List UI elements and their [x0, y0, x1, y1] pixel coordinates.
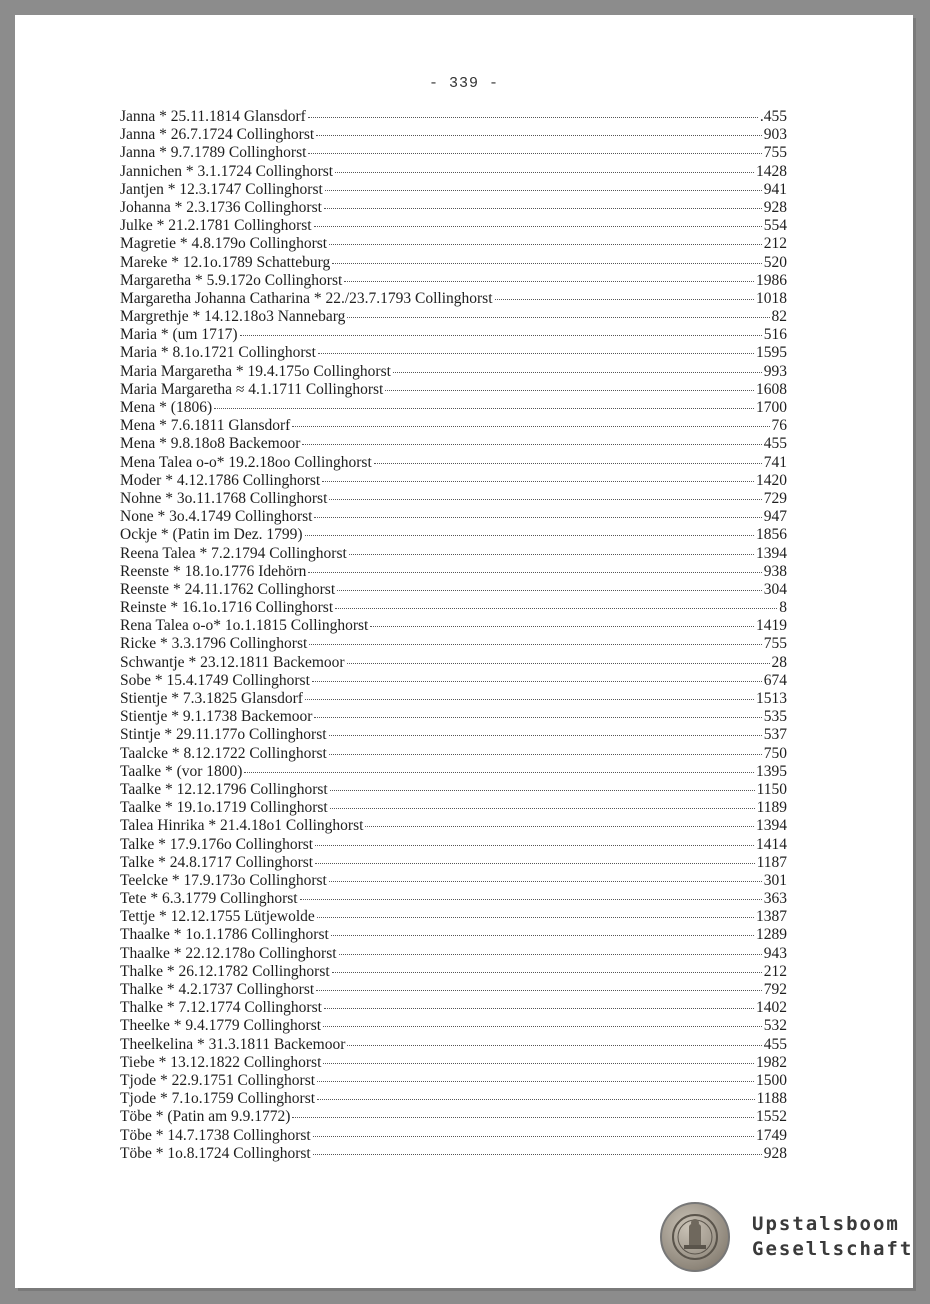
entry-page: 304 — [763, 580, 787, 598]
entry-page: 1414 — [756, 835, 787, 853]
entry-page: 1289 — [756, 926, 787, 944]
entry-name: Tjode * 22.9.1751 Collinghorst — [120, 1071, 316, 1089]
entry-name: Maria Margaretha * 19.4.175o Collinghorst — [120, 362, 391, 380]
index-entry — [120, 999, 787, 1017]
entry-name: Schwantje * 23.12.1811 Backemoor — [120, 653, 345, 671]
index-entry — [120, 799, 787, 817]
index-entry — [120, 1108, 787, 1126]
entry-page: 1018 — [756, 289, 787, 307]
entry-page: 928 — [763, 198, 787, 216]
index-entry — [120, 435, 787, 453]
entry-name: Mena * 9.8.18o8 Backemoor — [120, 435, 301, 453]
entry-page: 755 — [763, 635, 787, 653]
index-entry — [120, 1145, 787, 1163]
entry-page: 1608 — [756, 380, 787, 398]
entry-name: Stintje * 29.11.177o Collinghorst — [120, 726, 327, 744]
entry-name: Talke * 17.9.176o Collinghorst — [120, 835, 314, 853]
index-entry — [120, 399, 787, 417]
entry-page: .455 — [759, 108, 787, 125]
dot-leader — [317, 917, 754, 918]
dot-leader — [314, 226, 762, 227]
index-entry — [120, 581, 787, 599]
entry-name: Janna * 25.11.1814 Glansdorf — [120, 108, 306, 125]
entry-page: 212 — [763, 235, 787, 253]
document-page — [15, 15, 913, 1288]
dot-leader — [317, 1099, 755, 1100]
dot-leader — [325, 190, 762, 191]
entry-name: Julke * 21.2.1781 Collinghorst — [120, 217, 312, 235]
entry-page: 947 — [763, 508, 787, 526]
entry-name: Töbe * 1o.8.1724 Collinghorst — [120, 1144, 311, 1162]
entry-page: 537 — [763, 726, 787, 744]
entry-page: 535 — [763, 708, 787, 726]
entry-name: Mena Talea o-o* 19.2.18oo Collinghorst — [120, 453, 372, 471]
dot-leader — [347, 1045, 761, 1046]
index-entry — [120, 745, 787, 763]
entry-page: 1500 — [756, 1071, 787, 1089]
dot-leader — [329, 881, 762, 882]
entry-page: 1150 — [756, 780, 787, 798]
index-entry — [120, 217, 787, 235]
dot-leader — [292, 426, 769, 427]
entry-name: Ricke * 3.3.1796 Collinghorst — [120, 635, 308, 653]
entry-name: Magretie * 4.8.179o Collinghorst — [120, 235, 328, 253]
index-entry — [120, 1054, 787, 1072]
index-entry — [120, 654, 787, 672]
dot-leader — [292, 1117, 754, 1118]
entry-page: 1394 — [756, 817, 787, 835]
index-entry — [120, 199, 787, 217]
index-entry — [120, 672, 787, 690]
index-entry — [120, 326, 787, 344]
entry-page: 928 — [763, 1144, 787, 1162]
dot-leader — [335, 172, 754, 173]
entry-page: 1395 — [756, 762, 787, 780]
dot-leader — [339, 954, 762, 955]
index-entry — [120, 163, 787, 181]
entry-page: 1552 — [756, 1108, 787, 1126]
index-entry — [120, 1017, 787, 1035]
entry-name: Margaretha Johanna Catharina * 22./23.7.1793 Collinghorst — [120, 289, 493, 307]
entry-name: Janna * 26.7.1724 Collinghorst — [120, 126, 315, 144]
dot-leader — [329, 499, 761, 500]
entry-name: Mareke * 12.1o.1789 Schatteburg — [120, 253, 331, 271]
entry-page: 28 — [771, 653, 787, 671]
entry-name: Tettje * 12.12.1755 Lütjewolde — [120, 908, 315, 926]
index-entry — [120, 235, 787, 253]
entry-page: 1420 — [756, 471, 787, 489]
entry-name: None * 3o.4.1749 Collinghorst — [120, 508, 313, 526]
entry-page: 943 — [763, 944, 787, 962]
entry-page: 520 — [763, 253, 787, 271]
dot-leader — [302, 444, 761, 445]
dot-leader — [330, 808, 755, 809]
entry-name: Teelcke * 17.9.173o Collinghorst — [120, 871, 327, 889]
dot-leader — [385, 390, 754, 391]
index-entry — [120, 344, 787, 362]
entry-name: Taalke * 19.1o.1719 Collinghorst — [120, 799, 328, 817]
dot-leader — [347, 317, 769, 318]
entry-page: 455 — [763, 1035, 787, 1053]
entry-page: 1394 — [756, 544, 787, 562]
entry-page: 674 — [763, 671, 787, 689]
entry-name: Thaalke * 1o.1.1786 Collinghorst — [120, 926, 329, 944]
entry-name: Reenste * 24.11.1762 Collinghorst — [120, 580, 336, 598]
index-entry — [120, 508, 787, 526]
index-entry — [120, 272, 787, 290]
index-entry — [120, 108, 787, 126]
entry-name: Jantjen * 12.3.1747 Collinghorst — [120, 180, 323, 198]
dot-leader — [316, 135, 762, 136]
entry-page: 1986 — [756, 271, 787, 289]
dot-leader — [365, 826, 754, 827]
dot-leader — [313, 1136, 754, 1137]
index-entry — [120, 890, 787, 908]
index-entry — [120, 545, 787, 563]
index-entry — [120, 926, 787, 944]
entry-page: 76 — [771, 417, 787, 435]
publisher-logo — [660, 1202, 913, 1272]
entry-name: Tete * 6.3.1779 Collinghorst — [120, 890, 298, 908]
index-entry — [120, 599, 787, 617]
entry-page: 1188 — [756, 1090, 787, 1108]
index-entry — [120, 726, 787, 744]
dot-leader — [314, 717, 761, 718]
entry-page: 1402 — [756, 999, 787, 1017]
entry-name: Jannichen * 3.1.1724 Collinghorst — [120, 162, 334, 180]
dot-leader — [329, 244, 762, 245]
dot-leader — [347, 663, 770, 664]
entry-page: 1428 — [756, 162, 787, 180]
index-entry — [120, 872, 787, 890]
index-entry — [120, 526, 787, 544]
dot-leader — [308, 153, 761, 154]
entry-page: 301 — [763, 871, 787, 889]
dot-leader — [305, 699, 754, 700]
index-list — [120, 108, 787, 1163]
index-entry — [120, 417, 787, 435]
entry-name: Töbe * 14.7.1738 Collinghorst — [120, 1126, 311, 1144]
index-entry — [120, 381, 787, 399]
index-entry — [120, 945, 787, 963]
entry-name: Stientje * 9.1.1738 Backemoor — [120, 708, 313, 726]
index-entry — [120, 1127, 787, 1145]
dot-leader — [337, 590, 762, 591]
index-entry — [120, 781, 787, 799]
dot-leader — [374, 463, 762, 464]
entry-name: Nohne * 3o.11.1768 Collinghorst — [120, 489, 328, 507]
entry-page: 212 — [763, 962, 787, 980]
entry-name: Ockje * (Patin im Dez. 1799) — [120, 526, 303, 544]
entry-name: Rena Talea o-o* 1o.1.1815 Collinghorst — [120, 617, 369, 635]
index-entry — [120, 908, 787, 926]
entry-name: Mena * 7.6.1811 Glansdorf — [120, 417, 291, 435]
entry-page: 516 — [763, 326, 787, 344]
dot-leader — [393, 372, 762, 373]
dot-leader — [344, 281, 754, 282]
index-entry — [120, 472, 787, 490]
dot-leader — [308, 572, 761, 573]
dot-leader — [240, 335, 762, 336]
entry-page: 554 — [763, 217, 787, 235]
dot-leader — [314, 517, 761, 518]
dot-leader — [370, 626, 754, 627]
dot-leader — [317, 1081, 754, 1082]
dot-leader — [335, 608, 777, 609]
dot-leader — [308, 117, 758, 118]
entry-page: 729 — [763, 489, 787, 507]
dot-leader — [318, 353, 754, 354]
index-entry — [120, 981, 787, 999]
logo-line-1: Upstalsboom — [752, 1213, 900, 1235]
index-entry — [120, 708, 787, 726]
dot-leader — [316, 990, 762, 991]
dot-leader — [313, 1154, 762, 1155]
entry-name: Reena Talea * 7.2.1794 Collinghorst — [120, 544, 347, 562]
entry-name: Sobe * 15.4.1749 Collinghorst — [120, 671, 310, 689]
entry-page: 1419 — [756, 617, 787, 635]
entry-page: 1749 — [756, 1126, 787, 1144]
index-entry — [120, 144, 787, 162]
entry-page: 938 — [763, 562, 787, 580]
dot-leader — [329, 735, 762, 736]
index-entry — [120, 690, 787, 708]
dot-leader — [324, 208, 762, 209]
entry-page: 755 — [763, 144, 787, 162]
entry-page: 941 — [763, 180, 787, 198]
index-entry — [120, 817, 787, 835]
dot-leader — [332, 263, 762, 264]
index-entry — [120, 635, 787, 653]
entry-name: Stientje * 7.3.1825 Glansdorf — [120, 690, 303, 707]
entry-name: Taalcke * 8.12.1722 Collinghorst — [120, 744, 327, 762]
dot-leader — [329, 754, 762, 755]
dot-leader — [330, 790, 755, 791]
entry-name: Reenste * 18.1o.1776 Idehörn — [120, 562, 307, 580]
entry-page: 792 — [763, 981, 787, 998]
dot-leader — [244, 772, 754, 773]
index-entry — [120, 836, 787, 854]
entry-name: Maria Margaretha ≈ 4.1.1711 Collinghorst — [120, 380, 384, 398]
entry-page: 1595 — [756, 344, 787, 362]
index-entry — [120, 308, 787, 326]
index-entry — [120, 490, 787, 508]
entry-name: Mena * (1806) — [120, 399, 213, 416]
entry-page: 1513 — [756, 690, 787, 707]
entry-name: Johanna * 2.3.1736 Collinghorst — [120, 198, 322, 216]
dot-leader — [315, 845, 754, 846]
entry-page: 750 — [763, 744, 787, 762]
index-entry — [120, 1090, 787, 1108]
index-entry — [120, 126, 787, 144]
entry-name: Thalke * 7.12.1774 Collinghorst — [120, 999, 322, 1017]
entry-name: Theelke * 9.4.1779 Collinghorst — [120, 1017, 322, 1035]
dot-leader — [332, 972, 762, 973]
entry-name: Talke * 24.8.1717 Collinghorst — [120, 853, 314, 871]
dot-leader — [322, 481, 754, 482]
entry-name: Töbe * (Patin am 9.9.1772) — [120, 1108, 291, 1126]
dot-leader — [315, 863, 754, 864]
index-entry — [120, 363, 787, 381]
index-entry — [120, 963, 787, 981]
index-entry — [120, 854, 787, 872]
dot-leader — [305, 535, 754, 536]
entry-name: Theelkelina * 31.3.1811 Backemoor — [120, 1035, 346, 1053]
seal-emblem-icon — [660, 1202, 730, 1272]
dot-leader — [323, 1026, 762, 1027]
dot-leader — [312, 681, 762, 682]
entry-page: 1982 — [756, 1053, 787, 1071]
entry-page: 1189 — [756, 799, 787, 817]
index-entry — [120, 290, 787, 308]
dot-leader — [495, 299, 754, 300]
entry-name: Moder * 4.12.1786 Collinghorst — [120, 471, 321, 489]
entry-name: Margaretha * 5.9.172o Collinghorst — [120, 271, 343, 289]
entry-page: 532 — [763, 1017, 787, 1035]
entry-name: Tiebe * 13.12.1822 Collinghorst — [120, 1053, 322, 1071]
entry-page: 1700 — [756, 399, 787, 416]
index-entry — [120, 617, 787, 635]
entry-page: 903 — [763, 126, 787, 144]
index-entry — [120, 1072, 787, 1090]
entry-name: Thaalke * 22.12.178o Collinghorst — [120, 944, 337, 962]
entry-page: 741 — [763, 453, 787, 471]
entry-name: Taalke * (vor 1800) — [120, 762, 243, 780]
index-entry — [120, 763, 787, 781]
entry-page: 1856 — [756, 526, 787, 544]
dot-leader — [349, 554, 754, 555]
entry-name: Maria * 8.1o.1721 Collinghorst — [120, 344, 316, 362]
index-entry — [120, 1036, 787, 1054]
entry-name: Margrethje * 14.12.18o3 Nannebarg — [120, 308, 346, 326]
entry-page: 455 — [763, 435, 787, 453]
index-entry — [120, 181, 787, 199]
entry-name: Thalke * 26.12.1782 Collinghorst — [120, 962, 330, 980]
entry-name: Tjode * 7.1o.1759 Collinghorst — [120, 1090, 316, 1108]
entry-name: Maria * (um 1717) — [120, 326, 238, 344]
dot-leader — [323, 1063, 754, 1064]
dot-leader — [300, 899, 762, 900]
index-entry — [120, 454, 787, 472]
entry-page: 82 — [771, 308, 787, 326]
entry-page: 993 — [763, 362, 787, 380]
dot-leader — [331, 935, 754, 936]
dot-leader — [324, 1008, 754, 1009]
entry-page: 363 — [763, 890, 787, 908]
dot-leader — [309, 644, 761, 645]
entry-name: Thalke * 4.2.1737 Collinghorst — [120, 981, 315, 998]
entry-name: Reinste * 16.1o.1716 Collinghorst — [120, 599, 334, 617]
index-entry — [120, 254, 787, 272]
entry-page: 1387 — [756, 908, 787, 926]
logo-line-2: Gesellschaft — [752, 1238, 914, 1260]
entry-name: Taalke * 12.12.1796 Collinghorst — [120, 780, 328, 798]
entry-page: 1187 — [756, 853, 787, 871]
entry-name: Janna * 9.7.1789 Collinghorst — [120, 144, 307, 162]
entry-page: 8 — [779, 599, 787, 617]
entry-name: Talea Hinrika * 21.4.18o1 Collinghorst — [120, 817, 364, 835]
page-number: - 339 - — [428, 75, 499, 92]
dot-leader — [214, 408, 754, 409]
index-entry — [120, 563, 787, 581]
